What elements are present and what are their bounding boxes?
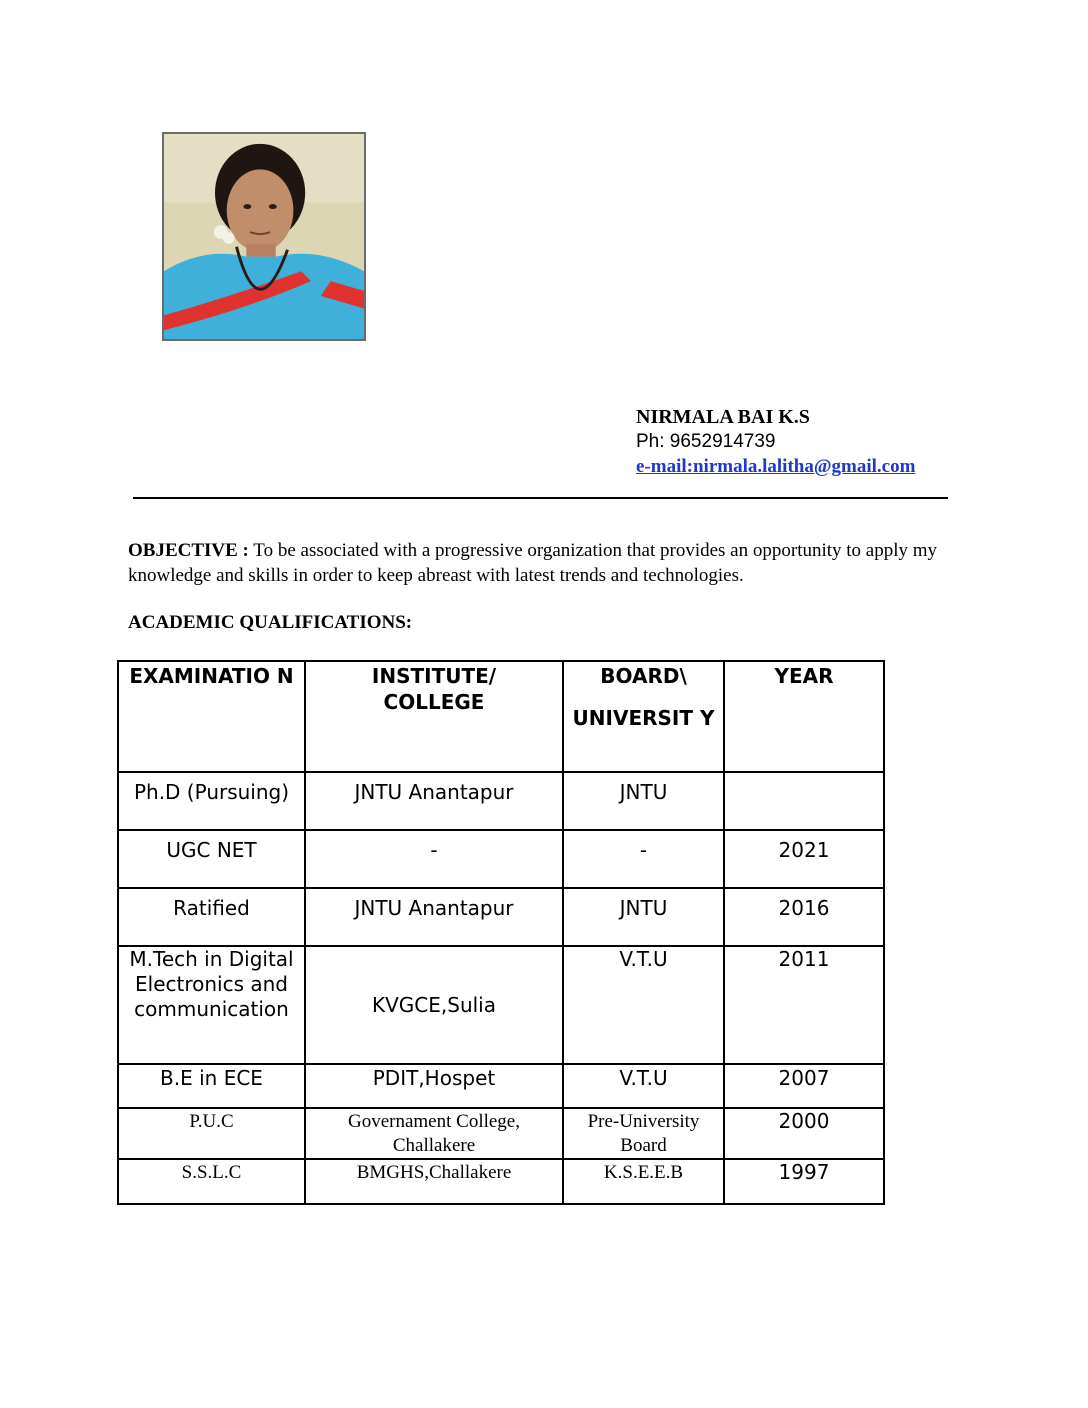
cell-board: - [639,838,648,862]
header-examination: EXAMINATIO N [118,661,305,772]
cell-board: JNTU [619,896,668,920]
cell-institute: JNTU Anantapur [354,780,514,804]
cell-exam: UGC NET [166,838,257,862]
cell-board: V.T.U [619,1066,668,1090]
cell-board: K.S.E.E.B [603,1162,684,1183]
table-header-row [118,661,884,772]
table-row [118,830,884,888]
table-row [118,1064,884,1108]
cell-institute: Governament College, Challakere [347,1111,520,1156]
cell-exam: P.U.C [189,1111,234,1132]
cell-exam: S.S.L.C [181,1162,242,1183]
objective-text: To be associated with a progressive organization that provides an opportunity to apply my knowledge and skills in order to keep abreast with latest trends and technologies. [128,540,938,586]
contact-block [636,404,915,480]
profile-photo [162,132,366,341]
cell-board: V.T.U [619,947,668,971]
objective-label: OBJECTIVE : [128,540,249,561]
phone-number: Ph: 9652914739 [636,431,776,452]
email-link[interactable]: e-mail:nirmala.lalitha@gmail.com [636,456,916,477]
cell-institute: PDIT,Hospet [372,1066,496,1090]
cell-institute: - [430,838,438,862]
cell-year: 2016 [778,896,830,920]
header-institute: INSTITUTE/ COLLEGE [305,661,563,772]
cell-year: 2000 [778,1109,830,1133]
header-year: YEAR [724,661,884,772]
candidate-name: NIRMALA BAI K.S [636,406,810,428]
academic-heading: ACADEMIC QUALIFICATIONS: [128,612,413,633]
qualifications-table [117,660,885,1205]
header-board: BOARD\ UNIVERSIT Y [563,661,724,772]
table-row [118,1108,884,1159]
cell-exam: Ratified [173,896,250,920]
divider-line [133,497,948,499]
cell-institute: JNTU Anantapur [354,896,514,920]
cell-year: 2021 [778,838,830,862]
cell-institute: BMGHS,Challakere [356,1162,512,1183]
cell-year: 1997 [778,1160,830,1184]
cell-exam: Ph.D (Pursuing) [133,780,290,804]
table-row [118,946,884,1064]
cell-exam: B.E in ECE [160,1066,263,1090]
cell-year: 2011 [778,947,830,971]
cell-board: Pre-University Board [587,1111,700,1156]
cell-exam: M.Tech in Digital Electronics and communication [129,947,294,1021]
table-row [118,888,884,946]
table-row [118,1159,884,1204]
cell-year: 2007 [778,1066,830,1090]
cell-year [729,773,879,780]
cell-board: JNTU [619,780,668,804]
cell-institute: KVGCE,Sulia [372,992,496,1017]
objective-paragraph [128,538,968,588]
table-row [118,772,884,830]
